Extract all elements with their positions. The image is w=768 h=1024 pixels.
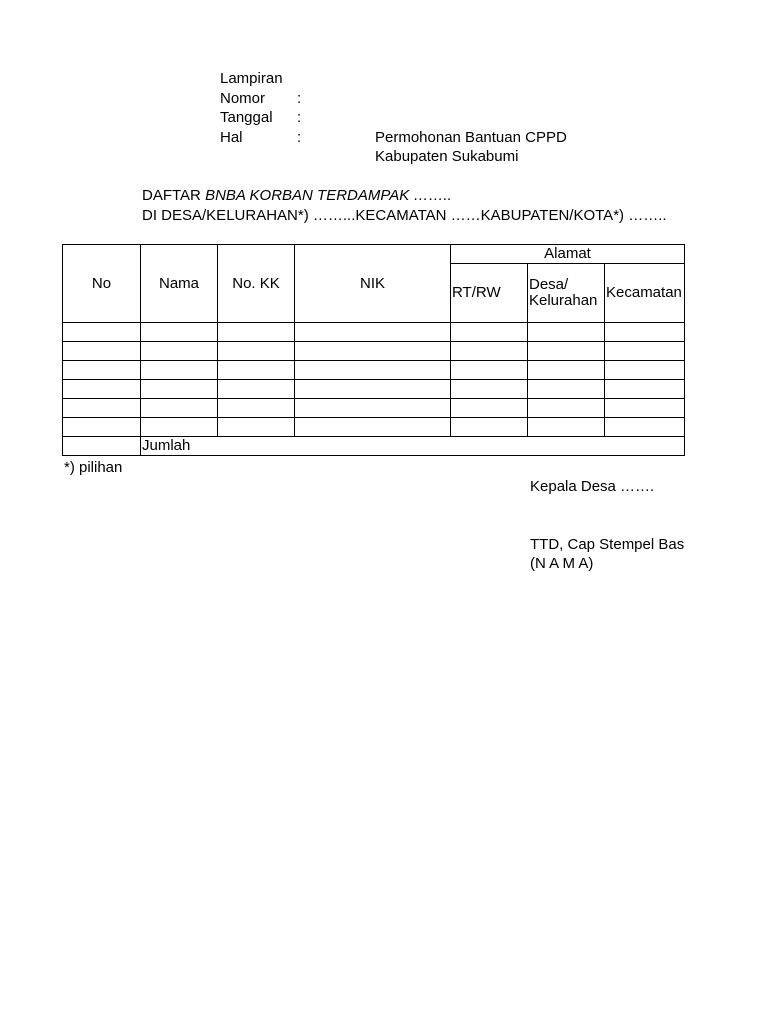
table-header-row: [63, 245, 685, 264]
col-header-nik: NIK: [295, 245, 451, 323]
table-cell: [528, 323, 605, 342]
table-cell: [295, 399, 451, 418]
table-cell: [605, 380, 685, 399]
table-total-row: [63, 437, 685, 456]
hal-value-line1: Permohonan Bantuan CPPD: [375, 129, 567, 146]
table-cell: [451, 361, 528, 380]
table-row: [63, 323, 685, 342]
table-cell: [295, 380, 451, 399]
document-title: [142, 187, 452, 205]
table-cell: [63, 399, 141, 418]
tanggal-colon: :: [297, 109, 302, 126]
tanggal-label: Tanggal: [220, 109, 273, 126]
hal-label: Hal: [220, 129, 243, 146]
title-prefix: DAFTAR: [142, 187, 206, 204]
table-cell: [63, 380, 141, 399]
footnote: *) pilihan: [64, 459, 123, 476]
table-cell: [63, 323, 141, 342]
title-italic: BNBA KORBAN TERDAMPAK ……..: [205, 187, 452, 204]
document-subtitle: DI DESA/KELURAHAN*) ……...KECAMATAN ……KABUPATEN/KOTA*) ……..: [142, 207, 667, 224]
hal-colon: :: [297, 129, 302, 146]
col-header-rt-rw: RT/RW: [451, 264, 528, 323]
col-header-no-kk: No. KK: [218, 245, 295, 323]
col-header-no: No: [63, 245, 141, 323]
table-row: [63, 361, 685, 380]
table-row: [63, 380, 685, 399]
table-cell: [605, 418, 685, 437]
table-cell: [141, 418, 218, 437]
table-cell: [141, 361, 218, 380]
table-cell: [451, 418, 528, 437]
table-cell: [528, 399, 605, 418]
table-cell: [605, 342, 685, 361]
table-row: [63, 418, 685, 437]
table-cell: [141, 323, 218, 342]
table-cell: [528, 380, 605, 399]
table-cell: [605, 361, 685, 380]
table-row: [63, 399, 685, 418]
table-cell: [451, 342, 528, 361]
col-header-nama: Nama: [141, 245, 218, 323]
signature-title: Kepala Desa …….: [530, 478, 655, 495]
signature-sign-line: TTD, Cap Stempel Bas: [530, 536, 685, 553]
table-cell: [528, 418, 605, 437]
bnba-table: [62, 244, 685, 456]
signature-name-line: (N A M A): [530, 555, 594, 572]
table-cell: [141, 380, 218, 399]
col-header-desa-kelurahan: Desa/ Kelurahan: [528, 264, 605, 323]
table-row: [63, 342, 685, 361]
col-header-alamat: Alamat: [451, 245, 685, 264]
total-label: Jumlah: [141, 437, 685, 456]
table-cell: [295, 418, 451, 437]
table-cell: [218, 418, 295, 437]
table-cell: [218, 380, 295, 399]
table-cell: [218, 323, 295, 342]
table-cell: [295, 361, 451, 380]
nomor-colon: :: [297, 90, 302, 107]
table-cell: [451, 380, 528, 399]
table-cell: [528, 342, 605, 361]
table-cell: [63, 361, 141, 380]
table-cell: [63, 418, 141, 437]
table-cell: [63, 437, 141, 456]
table-cell: [295, 323, 451, 342]
table-cell: [218, 399, 295, 418]
hal-value-line2: Kabupaten Sukabumi: [375, 148, 519, 165]
table-cell: [451, 399, 528, 418]
table-cell: [451, 323, 528, 342]
nomor-label: Nomor: [220, 90, 266, 107]
table-cell: [63, 342, 141, 361]
table-cell: [141, 399, 218, 418]
lampiran-label: Lampiran: [220, 70, 283, 87]
table-cell: [218, 361, 295, 380]
table-cell: [528, 361, 605, 380]
col-header-kecamatan: Kecamatan: [605, 264, 685, 323]
table-cell: [295, 342, 451, 361]
table-cell: [605, 323, 685, 342]
table-cell: [141, 342, 218, 361]
table-cell: [605, 399, 685, 418]
table-cell: [218, 342, 295, 361]
